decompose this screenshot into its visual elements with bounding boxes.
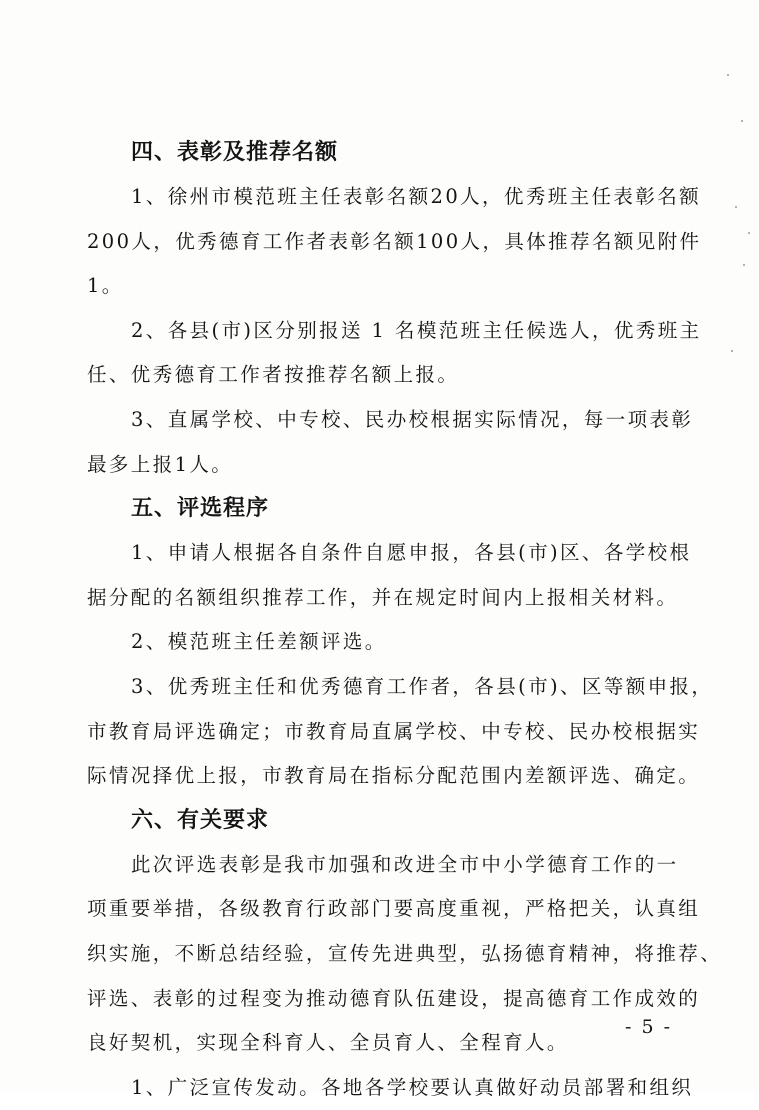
scan-speck: [743, 264, 745, 266]
text-line: 据分配的名额组织推荐工作，并在规定时间内上报相关材料。: [87, 585, 679, 609]
text-line: 评选、表彰的过程变为推动德育队伍建设，提高德育工作成效的: [87, 986, 701, 1010]
text-line: 3、直属学校、中专校、民办校根据实际情况，每一项表彰: [131, 407, 694, 431]
text-line: 3、优秀班主任和优秀德育工作者，各县(市)、区等额申报，: [131, 674, 714, 698]
text-line: 2、模范班主任差额评选。: [131, 630, 387, 654]
scan-speck: [727, 74, 729, 76]
text-line: 际情况择优上报，市教育局在指标分配范围内差额评选、确定。: [87, 764, 701, 788]
paragraph: [87, 620, 687, 665]
text-line: 任、优秀德育工作者按推荐名额上报。: [87, 363, 460, 387]
text-line: 1。: [87, 274, 124, 298]
text-line: 1、申请人根据各自条件自愿申报，各县(市)区、各学校根: [131, 541, 692, 565]
text-line: 1、徐州市模范班主任表彰名额20人，优秀班主任表彰名额: [131, 185, 702, 208]
paragraph: [87, 175, 702, 309]
text-line: 市教育局评选确定；市教育局直属学校、中专校、民办校根据实: [87, 719, 701, 743]
text-line: 1、广泛宣传发动。各地各学校要认真做好动员部署和组织: [131, 1075, 694, 1099]
section-heading: 六、有关要求: [131, 807, 270, 833]
scan-speck: [731, 350, 733, 352]
scan-speck: [735, 206, 737, 208]
document-body: [87, 131, 723, 1110]
section-heading: 五、评选程序: [131, 496, 270, 522]
paragraph: [87, 398, 694, 487]
text-line: 良好契机，实现全科育人、全员育人、全程育人。: [87, 1031, 569, 1055]
text-line: 项重要举措，各级教育行政部门要高度重视，严格把关，认真组: [87, 897, 701, 921]
paragraph: [87, 665, 714, 799]
page-number: - 5 -: [625, 1016, 673, 1038]
text-line: 织实施，不断总结经验，宣传先进典型，弘扬德育精神，将推荐、: [87, 941, 723, 965]
text-line: 2、各县(市)区分别报送 1 名模范班主任候选人，优秀班主: [131, 318, 702, 342]
scan-speck: [748, 232, 750, 234]
text-line: 此次评选表彰是我市加强和改进全市中小学德育工作的一: [131, 852, 679, 876]
paragraph: [87, 843, 723, 1066]
paragraph: [87, 531, 692, 620]
paragraph: [87, 309, 702, 398]
section-heading: 四、表彰及推荐名额: [131, 140, 339, 165]
paragraph: [87, 1066, 694, 1110]
text-line: 200人，优秀德育工作者表彰名额100人，具体推荐名额见附件: [87, 229, 702, 253]
scan-speck: [741, 120, 743, 122]
text-line: 最多上报1人。: [87, 452, 234, 476]
